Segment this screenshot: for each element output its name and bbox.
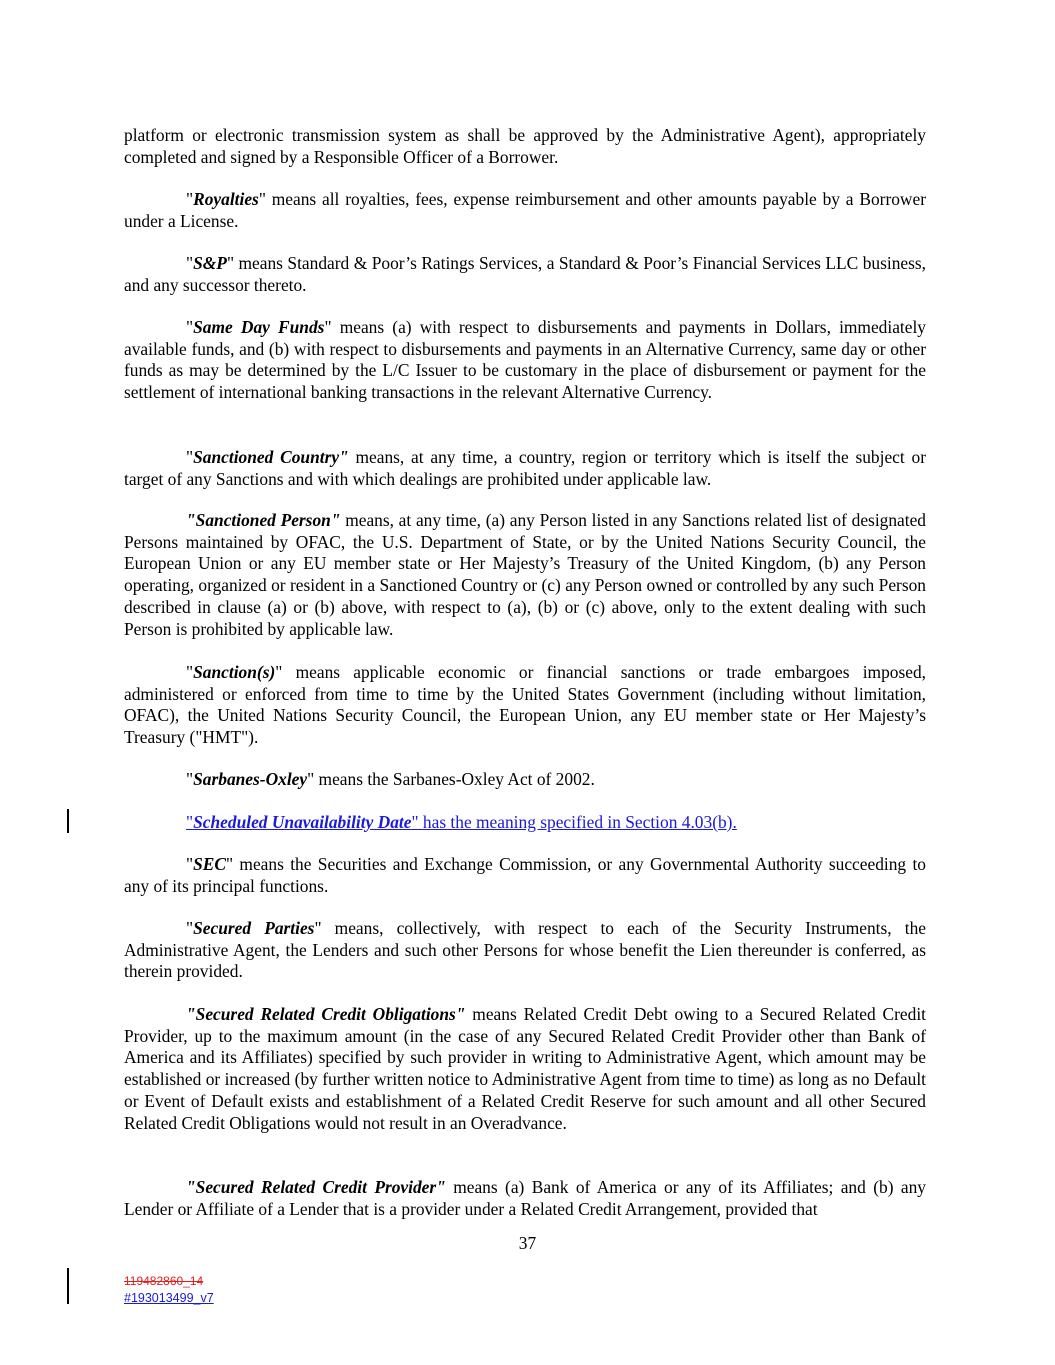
definition-text: means, at any time, (a) any Person listed in any Sanctions related list of designated Persons maintained by OFAC, the U.S. Department of State, or by the United Nations Security Council, the European Union or any EU member state or Her Majesty’s Treasury of the United Kingdom, (b) any Person operating, organized or resident in a Sanctioned Country or (c) any Person owned or controlled by any such Person described in clause (a) or (b) above, with respect to (a), (b) or (c) above, only to the extent dealing with such Person is prohibited by applicable law. [124,510,926,639]
defined-term: Sanction(s) [193,662,276,682]
defined-term: SEC [193,854,226,874]
defined-term: Secured Parties [193,918,315,938]
definition-text: " means all royalties, fees, expense reimbursement and other amounts payable by a Borrower under a License. [124,189,926,231]
definition-text: " means applicable economic or financial sanctions or trade embargoes imposed, administered or enforced from time to time by the United States Government (including without limitation, OFAC), the United Nations Security Council, the European Union, any EU member state or Her Majesty’s Treasury ("HMT"). [124,662,926,748]
quote-mark: " [186,189,194,209]
quote-mark: " [186,918,194,938]
definition-same-day-funds [124,317,926,404]
defined-term: Royalties [193,189,259,209]
quote-mark: " [186,317,194,337]
quote-mark: " [186,812,194,832]
change-bar [67,1268,69,1304]
defined-term: Sanctioned Country" [193,447,349,467]
page-number: 37 [518,1233,537,1253]
definition-secured-parties [124,918,926,983]
defined-term: "Secured Related Credit Obligations" [186,1004,466,1024]
definition-s-and-p [124,253,926,296]
defined-term: "Secured Related Credit Provider" [186,1177,446,1197]
definition-text: means (a) Bank of America or any of its Affiliates; and (b) any Lender or Affiliate of a Lender that is a provider under a Related Credit Arrangement, provided that [124,1177,926,1219]
doc-id-deleted: 119482860_14 [124,1274,204,1288]
quote-mark: " [186,447,194,467]
definition-secured-related-credit-obligations [124,1004,926,1134]
change-bar [67,809,69,833]
defined-term: Same Day Funds [193,317,325,337]
definition-secured-related-credit-provider [124,1177,926,1220]
defined-term: "Sanctioned Person" [186,510,341,530]
definition-text: " means the Sarbanes-Oxley Act of 2002. [307,769,595,789]
definition-paragraph-continuation [124,125,926,168]
defined-term: Scheduled Unavailability Date [193,812,412,832]
defined-term: Sarbanes-Oxley [193,769,308,789]
quote-mark: " [186,854,194,874]
paragraph-text: platform or electronic transmission system as shall be approved by the Administrative Agent), appropriately completed and signed by a Responsible Officer of a Borrower. [124,125,926,167]
quote-mark: " [186,769,194,789]
definition-sanctioned-country [124,447,926,490]
definition-sanctioned-person [124,510,926,640]
definition-sanctions [124,662,926,749]
definition-text: " has the meaning specified in Section 4.03(b). [411,812,737,832]
definition-sarbanes-oxley [124,769,926,791]
definition-text: means Related Credit Debt owing to a Secured Related Credit Provider, up to the maximum amount (in the case of any Secured Related Credit Provider other than Bank of America and its Affiliates) specified by such provider in writing to Administrative Agent, which amount may be established or increased (by further written notice to Administrative Agent from time to time) as long as no Default or Event of Default exists and establishment of a Related Credit Reserve for such amount and all other Secured Related Credit Obligations would not result in an Overadvance. [124,1004,926,1133]
definition-text: " means Standard & Poor’s Ratings Services, a Standard & Poor’s Financial Services LLC business, and any successor thereto. [124,253,926,295]
definition-royalties [124,189,926,232]
definition-text: " means, collectively, with respect to each of the Security Instruments, the Administrative Agent, the Lenders and such other Persons for whose benefit the Lien thereunder is conferred, as therein provided. [124,918,926,982]
definition-sec [124,854,926,897]
defined-term: S&P [193,253,227,273]
definition-text: " means (a) with respect to disbursements and payments in Dollars, immediately available funds, and (b) with respect to disbursements and payments in an Alternative Currency, same day or other funds as may be determined by the L/C Issuer to be customary in the place of disbursement or payment for the settlement of international banking transactions in the relevant Alternative Currency. [124,317,927,403]
quote-mark: " [186,253,194,273]
quote-mark: " [186,662,194,682]
definition-text: means, at any time, a country, region or territory which is itself the subject or target of any Sanctions and with which dealings are prohibited under applicable law. [124,447,926,489]
definition-scheduled-unavailability-date [124,812,926,834]
definition-text: " means the Securities and Exchange Commission, or any Governmental Authority succeeding to any of its principal functions. [124,854,926,896]
doc-id-inserted: #193013499_v7 [124,1291,214,1305]
